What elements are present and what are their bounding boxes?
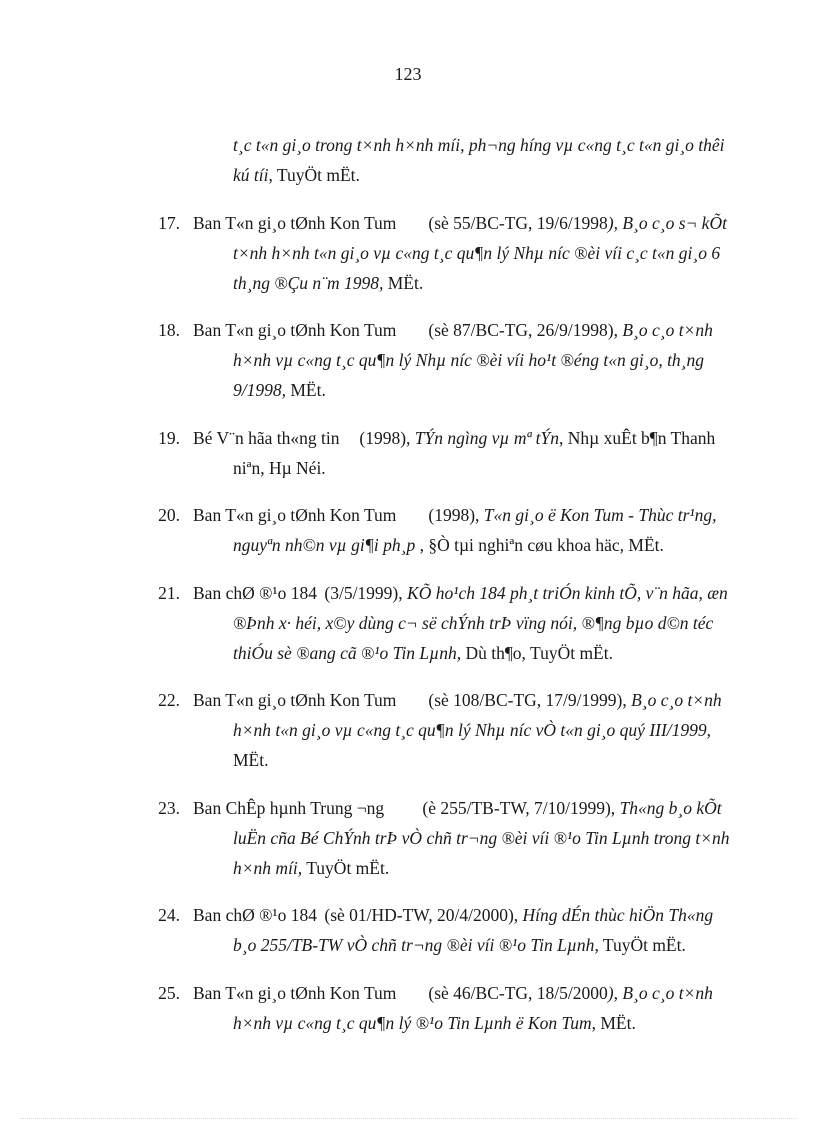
reference-number: 24. — [158, 905, 180, 925]
reference-details: (1998), — [355, 427, 415, 448]
reference-number: 22. — [158, 690, 180, 710]
reference-author: Ban T«n gi¸o tØnh Kon Tum — [193, 320, 397, 340]
reference-number: 18. — [158, 320, 180, 340]
reference-tail: TuyÖt mËt. — [302, 857, 390, 878]
reference-tail: MËt. — [286, 380, 326, 400]
continuation-title: t¸c t«n gi¸o trong t×nh h×nh míi, ph¬ng híng vµ c«ng t¸c t«n gi¸o thêi kú tíi — [233, 135, 725, 185]
reference-item — [158, 578, 738, 668]
reference-details: (sè 87/BC-TG, 26/9/1998), — [424, 320, 623, 340]
reference-author: Ban T«n gi¸o tØnh Kon Tum — [193, 690, 397, 710]
reference-item — [158, 423, 738, 483]
reference-tail: Dù th¶o, TuyÖt mËt. — [461, 642, 613, 663]
reference-details: (sè 108/BC-TG, 17/9/1999), — [424, 690, 632, 710]
reference-item — [158, 793, 738, 883]
reference-details: (sè 46/BC-TG, 18/5/2000 — [424, 982, 608, 1003]
reference-details: (1998), — [424, 505, 484, 525]
reference-item — [158, 900, 738, 960]
reference-tail: , MËt. — [591, 1012, 636, 1033]
reference-item — [158, 500, 738, 560]
reference-number: 17. — [158, 212, 180, 233]
reference-author: Bé V¨n hãa th«ng tin — [193, 427, 340, 448]
reference-title: ), B¸o c¸o s¬ kÕt t×nh h×nh t«n gi¸o vµ c«ng t¸c qu¶n lý Nhµ níc ®èi víi c¸c t«n gi¸o 6 th¸ng ®Çu n¨m 1998, — [233, 212, 727, 293]
reference-number: 21. — [158, 582, 180, 603]
reference-details: (è 255/TB-TW, 7/10/1999), — [418, 797, 620, 818]
reference-title: KÕ ho¹ch 184 ph¸t triÓn kinh tÕ, v¨n hãa, æn ®Þnh x· héi, x©y dùng c¬ së chÝnh trÞ vïng nói, ®¶ng bµo d©n téc thiÓu sè ®ang cã ®¹o Tin Lµnh, — [233, 582, 728, 663]
reference-author: Ban chØ ®¹o 184 — [193, 905, 318, 925]
reference-tail: , Nhµ xuÊt b¶n Thanh niªn, Hµ Néi. — [233, 427, 716, 478]
reference-tail: MËt. — [383, 272, 424, 293]
reference-title: B¸o c¸o t×nh h×nh t«n gi¸o vµ c«ng t¸c qu¶n lý Nhµ níc vÒ t«n gi¸o quý III/1999, — [233, 690, 722, 740]
reference-title: ), B¸o c¸o t×nh h×nh vµ c«ng t¸c qu¶n lý ®¹o Tin Lµnh ë Kon Tum — [233, 982, 713, 1033]
reference-number: 19. — [158, 427, 180, 448]
reference-item — [158, 685, 738, 775]
reference-author: Ban ChÊp hµnh Trung ¬ng — [193, 797, 385, 818]
reference-details: (3/5/1999), — [320, 582, 408, 603]
page-number: 123 — [394, 64, 422, 84]
reference-title: Híng dÉn thùc hiÖn Th«ng b¸o 255/TB-TW vÒ chñ tr¬ng ®èi víi ®¹o Tin Lµnh — [233, 905, 714, 955]
reference-title: T«n gi¸o ë Kon Tum - Thùc tr¹ng, nguyªn nh©n vµ gi¶i ph¸p — [233, 505, 717, 555]
reference-author: Ban chØ ®¹o 184 — [193, 582, 318, 603]
reference-item — [158, 208, 738, 298]
reference-item — [158, 978, 738, 1038]
reference-number: 23. — [158, 797, 180, 818]
page-bottom-border — [20, 1118, 796, 1119]
reference-tail: , TuyÖt mËt. — [594, 935, 686, 955]
reference-continuation — [233, 130, 738, 190]
reference-list — [0, 130, 816, 1046]
reference-author: Ban T«n gi¸o tØnh Kon Tum — [193, 982, 397, 1003]
reference-title: B¸o c¸o t×nh h×nh vµ c«ng t¸c qu¶n lý Nhµ níc ®èi víi ho¹t ®éng t«n gi¸o, th¸ng 9/1998, — [233, 320, 713, 400]
reference-details: (sè 55/BC-TG, 19/6/1998 — [424, 212, 608, 233]
reference-title: Th«ng b¸o kÕt luËn cña Bé ChÝnh trÞ vÒ chñ tr¬ng ®èi víi ®¹o Tin Lµnh trong t×nh h×nh míi, — [233, 797, 730, 878]
reference-number: 25. — [158, 982, 180, 1003]
reference-tail: MËt. — [233, 750, 269, 770]
continuation-tail: , TuyÖt mËt. — [268, 165, 360, 185]
reference-tail: , §Ò tµi nghiªn cøu khoa häc, MËt. — [415, 535, 664, 555]
reference-number: 20. — [158, 505, 180, 525]
reference-author: Ban T«n gi¸o tØnh Kon Tum — [193, 212, 397, 233]
reference-details: (sè 01/HD-TW, 20/4/2000), — [320, 905, 523, 925]
reference-item — [158, 315, 738, 405]
reference-author: Ban T«n gi¸o tØnh Kon Tum — [193, 505, 397, 525]
reference-title: TÝn ngìng vµ mª tÝn — [414, 427, 560, 448]
